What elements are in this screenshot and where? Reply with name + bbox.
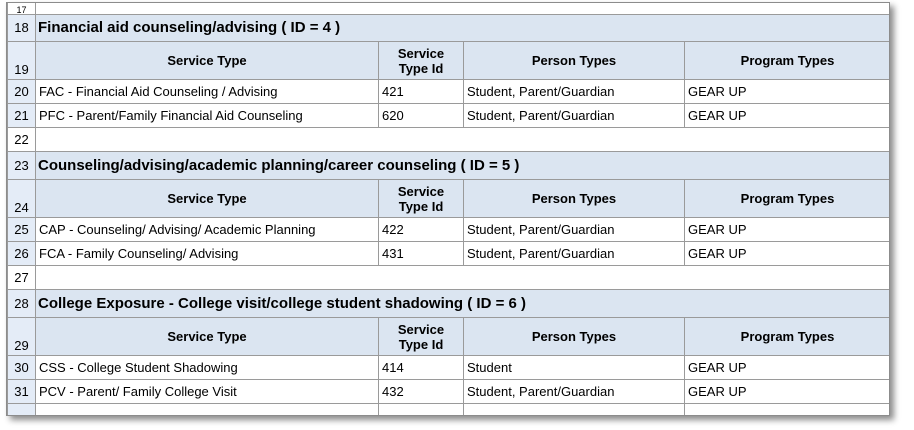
- row-header[interactable]: 20: [8, 80, 36, 104]
- table-header-row: [8, 180, 891, 218]
- empty-cell[interactable]: [36, 128, 891, 152]
- header-person-types[interactable]: Person Types: [464, 42, 685, 80]
- table-header-row: [8, 42, 891, 80]
- empty-cell[interactable]: [36, 266, 891, 290]
- cell-program-types[interactable]: GEAR UP: [685, 218, 891, 242]
- header-service-type[interactable]: Service Type: [36, 42, 379, 80]
- cell-program-types[interactable]: GEAR UP: [685, 104, 891, 128]
- header-person-types[interactable]: Person Types: [464, 180, 685, 218]
- cell-service-type[interactable]: CAP - Counseling/ Advising/ Academic Planning: [36, 218, 379, 242]
- row-header[interactable]: 26: [8, 242, 36, 266]
- header-program-types[interactable]: Program Types: [685, 318, 891, 356]
- cell-service-type[interactable]: FCA - Family Counseling/ Advising: [36, 242, 379, 266]
- section-title-row: [8, 290, 891, 318]
- table-row: [8, 356, 891, 380]
- header-service-type[interactable]: Service Type: [36, 180, 379, 218]
- row-header[interactable]: 21: [8, 104, 36, 128]
- header-program-types[interactable]: Program Types: [685, 42, 891, 80]
- table-row: [8, 380, 891, 404]
- cell-service-type-id[interactable]: 431: [379, 242, 464, 266]
- table-row: [8, 242, 891, 266]
- table-row: [8, 218, 891, 242]
- row-header[interactable]: 30: [8, 356, 36, 380]
- cell-program-types[interactable]: GEAR UP: [685, 80, 891, 104]
- row-header[interactable]: 22: [8, 128, 36, 152]
- row-header[interactable]: 18: [8, 15, 36, 42]
- table-row: [8, 404, 891, 416]
- row-header[interactable]: 28: [8, 290, 36, 318]
- empty-cell[interactable]: [379, 404, 464, 416]
- header-service-type[interactable]: Service Type: [36, 318, 379, 356]
- section-title[interactable]: Counseling/advising/academic planning/career counseling ( ID = 5 ): [36, 152, 891, 180]
- header-program-types[interactable]: Program Types: [685, 180, 891, 218]
- empty-cell[interactable]: [464, 404, 685, 416]
- row-header[interactable]: 24: [8, 180, 36, 218]
- row-header[interactable]: 29: [8, 318, 36, 356]
- row-header[interactable]: 27: [8, 266, 36, 290]
- spreadsheet-window: [6, 2, 890, 416]
- section-title-row: [8, 15, 891, 42]
- empty-cell[interactable]: [36, 2, 891, 15]
- row-header[interactable]: 17: [8, 2, 36, 15]
- empty-cell[interactable]: [36, 404, 379, 416]
- cell-person-types[interactable]: Student, Parent/Guardian: [464, 380, 685, 404]
- spreadsheet-grid: [7, 2, 890, 416]
- header-service-type-id[interactable]: Service Type Id: [379, 42, 464, 80]
- header-person-types[interactable]: Person Types: [464, 318, 685, 356]
- section-title[interactable]: College Exposure - College visit/college student shadowing ( ID = 6 ): [36, 290, 891, 318]
- cell-service-type-id[interactable]: 432: [379, 380, 464, 404]
- cell-person-types[interactable]: Student, Parent/Guardian: [464, 218, 685, 242]
- cell-service-type[interactable]: PCV - Parent/ Family College Visit: [36, 380, 379, 404]
- header-service-type-id[interactable]: Service Type Id: [379, 318, 464, 356]
- empty-cell[interactable]: [685, 404, 891, 416]
- section-title-row: [8, 152, 891, 180]
- cell-service-type-id[interactable]: 422: [379, 218, 464, 242]
- cell-person-types[interactable]: Student, Parent/Guardian: [464, 80, 685, 104]
- header-service-type-id[interactable]: Service Type Id: [379, 180, 464, 218]
- blank-row: [8, 128, 891, 152]
- table-row: [8, 104, 891, 128]
- cell-person-types[interactable]: Student, Parent/Guardian: [464, 242, 685, 266]
- cell-service-type[interactable]: CSS - College Student Shadowing: [36, 356, 379, 380]
- blank-row: [8, 266, 891, 290]
- cell-service-type-id[interactable]: 620: [379, 104, 464, 128]
- row-header[interactable]: 31: [8, 380, 36, 404]
- sheet-row-17: [8, 2, 891, 15]
- cell-service-type[interactable]: PFC - Parent/Family Financial Aid Counseling: [36, 104, 379, 128]
- row-header[interactable]: 25: [8, 218, 36, 242]
- cell-program-types[interactable]: GEAR UP: [685, 242, 891, 266]
- cell-person-types[interactable]: Student, Parent/Guardian: [464, 104, 685, 128]
- cell-program-types[interactable]: GEAR UP: [685, 356, 891, 380]
- cell-program-types[interactable]: GEAR UP: [685, 380, 891, 404]
- cell-service-type[interactable]: FAC - Financial Aid Counseling / Advising: [36, 80, 379, 104]
- row-header[interactable]: 19: [8, 42, 36, 80]
- section-title[interactable]: Financial aid counseling/advising ( ID = 4 ): [36, 15, 891, 42]
- table-row: [8, 80, 891, 104]
- cell-service-type-id[interactable]: 421: [379, 80, 464, 104]
- cell-service-type-id[interactable]: 414: [379, 356, 464, 380]
- cell-person-types[interactable]: Student: [464, 356, 685, 380]
- table-header-row: [8, 318, 891, 356]
- row-header[interactable]: [8, 404, 36, 416]
- row-header[interactable]: 23: [8, 152, 36, 180]
